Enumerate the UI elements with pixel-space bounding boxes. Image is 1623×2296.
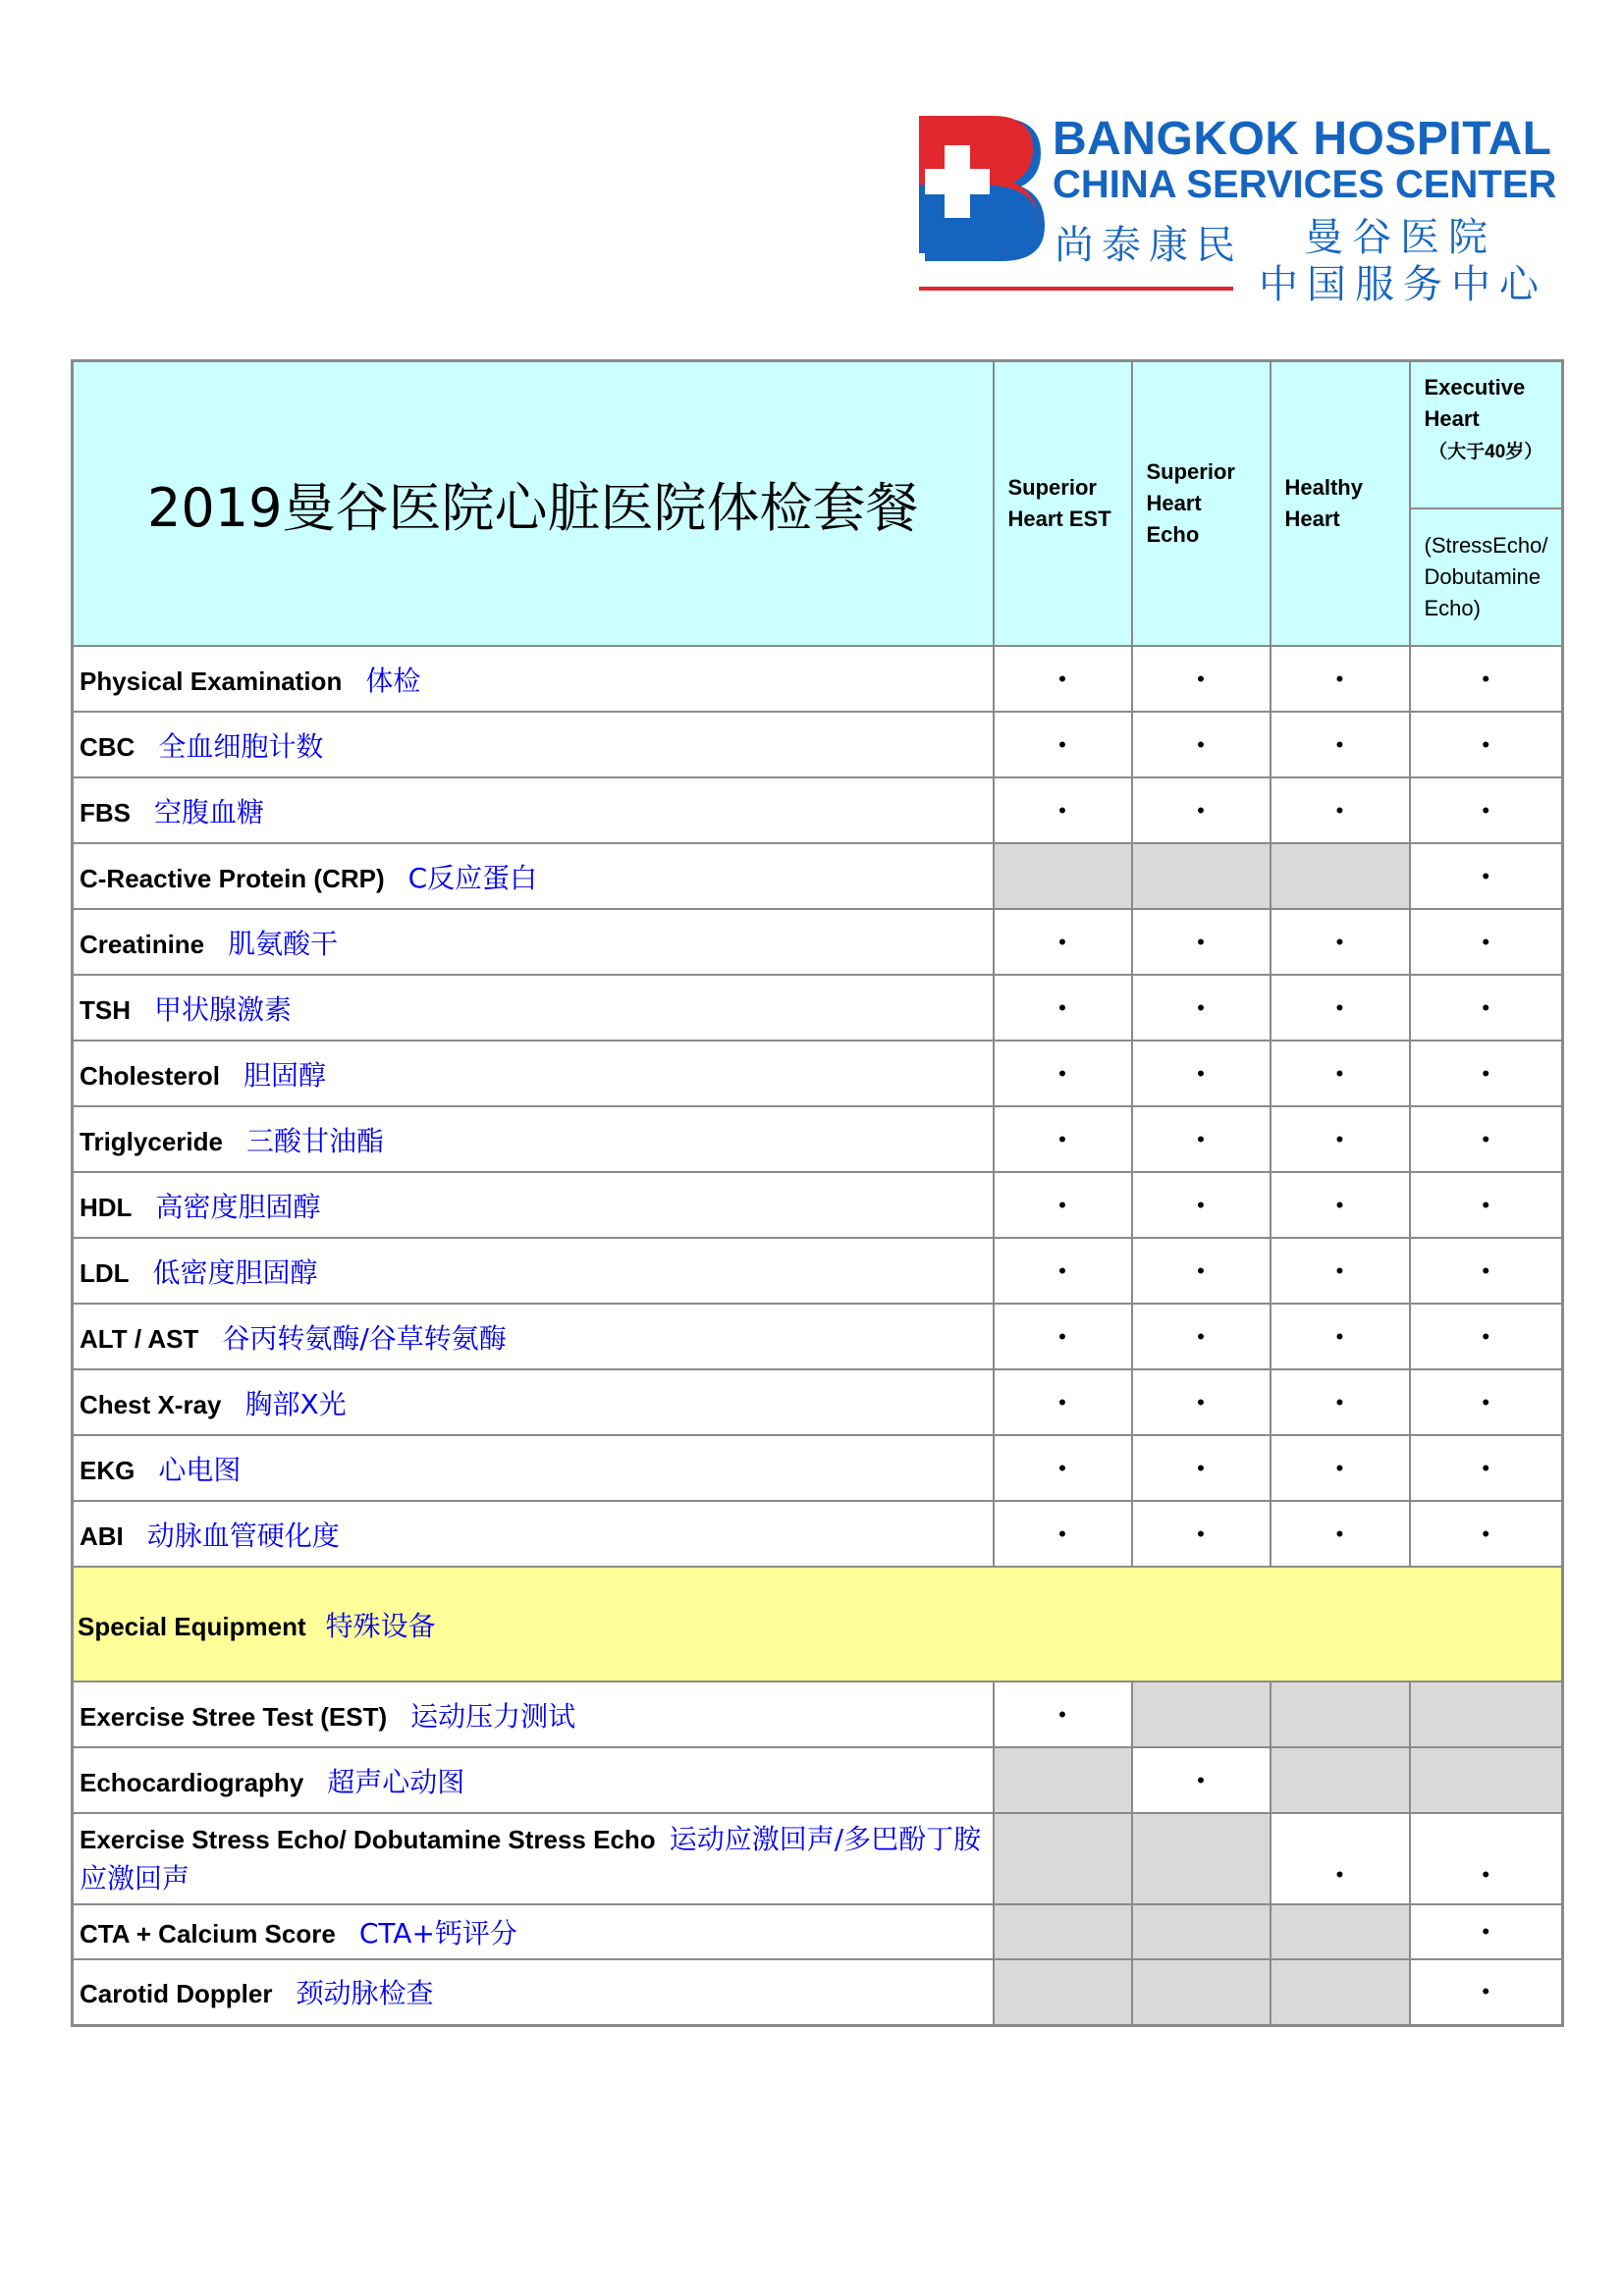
included-dot: •: [1410, 712, 1563, 777]
not-included-cell: [1271, 1904, 1410, 1959]
item-cell: [73, 1435, 994, 1501]
item-name-cn: 胸部X光: [244, 1387, 347, 1420]
table-row: [73, 1813, 1563, 1904]
item-name-en: EKG: [80, 1455, 135, 1485]
column-header-line: Heart: [1146, 491, 1202, 515]
included-dot: •: [994, 646, 1132, 712]
column-header-line: Heart: [1284, 507, 1340, 531]
included-dot: •: [1271, 712, 1410, 777]
included-dot: •: [1271, 1304, 1410, 1369]
table-row: [73, 909, 1563, 975]
hospital-logo: [919, 113, 1557, 307]
section-row: [73, 1567, 1563, 1682]
table-row: [73, 1304, 1563, 1369]
item-cell: [73, 1813, 994, 1904]
item-name-cn: 高密度胆固醇: [155, 1190, 321, 1223]
included-dot: •: [1410, 1304, 1563, 1369]
table-row: [73, 1682, 1563, 1747]
included-dot: •: [994, 777, 1132, 843]
item-name-cn: 胆固醇: [243, 1058, 327, 1092]
not-included-cell: [1132, 843, 1271, 909]
table-row: [73, 1041, 1563, 1106]
header-row: [73, 361, 1563, 509]
item-name-cn: 全血细胞计数: [158, 729, 324, 763]
item-name-en: Echocardiography: [80, 1767, 304, 1797]
column-header-line: Superior: [1146, 459, 1235, 484]
table-row: [73, 843, 1563, 909]
item-name-cn: 三酸甘油酯: [245, 1124, 384, 1157]
item-name-cn: 肌氨酸干: [228, 927, 339, 960]
item-cell: [73, 777, 994, 843]
not-included-cell: [1132, 1904, 1271, 1959]
item-name-en: C-Reactive Protein (CRP): [80, 863, 385, 893]
not-included-cell: [1132, 1959, 1271, 2025]
included-dot: •: [1410, 1435, 1563, 1501]
included-dot: •: [994, 1369, 1132, 1435]
section-title-cn: 特殊设备: [325, 1609, 436, 1642]
included-dot: •: [1410, 1238, 1563, 1304]
not-included-cell: [1271, 1747, 1410, 1813]
logo-name-en-1: BANGKOK HOSPITAL: [1053, 113, 1552, 165]
item-name-en: Triglyceride: [80, 1126, 223, 1156]
item-name-cn: C反应蛋白: [407, 861, 538, 894]
item-name-cn: 超声心动图: [327, 1765, 465, 1798]
item-cell: [73, 1904, 994, 1959]
included-dot: •: [1132, 1747, 1271, 1813]
included-dot: •: [994, 1682, 1132, 1747]
included-dot: •: [994, 712, 1132, 777]
item-name-en: HDL: [80, 1192, 133, 1222]
item-name-cn: 体检: [365, 664, 421, 697]
included-dot: •: [1271, 1435, 1410, 1501]
included-dot: •: [1410, 843, 1563, 909]
included-dot: •: [1271, 646, 1410, 712]
included-dot: •: [1271, 1501, 1410, 1567]
item-name-en: Cholesterol: [80, 1060, 221, 1091]
included-dot: •: [1410, 975, 1563, 1041]
item-name-en: ABI: [80, 1521, 124, 1551]
included-dot: •: [1132, 1041, 1271, 1106]
included-dot: •: [1132, 1501, 1271, 1567]
item-name-cn: 心电图: [158, 1453, 242, 1486]
included-dot: •: [1132, 975, 1271, 1041]
item-name-cn: 低密度胆固醇: [152, 1255, 318, 1289]
item-cell: [73, 843, 994, 909]
included-dot: •: [1271, 1238, 1410, 1304]
logo-name-cn-3: 中国服务中心: [1259, 262, 1547, 307]
table-row: [73, 777, 1563, 843]
included-dot: •: [1132, 1435, 1271, 1501]
column-header-line: Executive: [1424, 375, 1526, 400]
included-dot: •: [1271, 1041, 1410, 1106]
item-name-en: CBC: [80, 731, 135, 762]
included-dot: •: [1132, 1304, 1271, 1369]
not-included-cell: [1271, 1682, 1410, 1747]
included-dot: •: [994, 1041, 1132, 1106]
logo-name-en-2: CHINA SERVICES CENTER: [1053, 163, 1557, 206]
not-included-cell: [1132, 1813, 1271, 1904]
not-included-cell: [1271, 1959, 1410, 2025]
included-dot: •: [1271, 1172, 1410, 1238]
included-dot: •: [1410, 1959, 1563, 2025]
included-dot: •: [1132, 646, 1271, 712]
item-cell: [73, 1959, 994, 2025]
item-cell: [73, 909, 994, 975]
column-header-line: Echo: [1146, 522, 1200, 547]
included-dot: •: [1271, 975, 1410, 1041]
not-included-cell: [1132, 1682, 1271, 1747]
included-dot: •: [994, 1304, 1132, 1369]
item-name-cn: 运动压力测试: [410, 1699, 576, 1733]
not-included-cell: [994, 1813, 1132, 1904]
included-dot: •: [1271, 909, 1410, 975]
logo-name-cn-2: 曼谷医院: [1304, 215, 1496, 260]
item-name-cn: 空腹血糖: [154, 795, 265, 828]
table-row: [73, 1435, 1563, 1501]
item-name-en: LDL: [80, 1257, 130, 1288]
item-cell: [73, 1682, 994, 1747]
included-dot: •: [994, 909, 1132, 975]
item-name-en: Exercise Stree Test (EST): [80, 1701, 388, 1732]
item-name-cn: 谷丙转氨酶/谷草转氨酶: [222, 1321, 507, 1355]
not-included-cell: [994, 1747, 1132, 1813]
included-dot: •: [1410, 1813, 1563, 1904]
item-name-cn: 动脉血管硬化度: [146, 1519, 340, 1552]
included-dot: •: [1132, 1106, 1271, 1172]
section-title-en: Special Equipment: [78, 1611, 306, 1641]
included-dot: •: [1271, 1813, 1410, 1904]
included-dot: •: [994, 1238, 1132, 1304]
included-dot: •: [1410, 1106, 1563, 1172]
included-dot: •: [1271, 1106, 1410, 1172]
included-dot: •: [1271, 1369, 1410, 1435]
package-table: [71, 359, 1564, 2027]
table-row: [73, 646, 1563, 712]
item-name-cn: 运动应激回声/多巴酚丁胺应激回声: [80, 1822, 982, 1895]
item-name-en: ALT / AST: [80, 1323, 199, 1354]
table-row: [73, 1959, 1563, 2025]
table-row: [73, 1238, 1563, 1304]
table-row: [73, 1369, 1563, 1435]
included-dot: •: [1410, 1904, 1563, 1959]
included-dot: •: [1410, 777, 1563, 843]
included-dot: •: [994, 1501, 1132, 1567]
column-header-executive-sub: (StressEcho/ Dobutamine Echo): [1410, 508, 1563, 646]
included-dot: •: [1410, 1501, 1563, 1567]
not-included-cell: [1410, 1747, 1563, 1813]
included-dot: •: [1410, 1369, 1563, 1435]
item-cell: [73, 1747, 994, 1813]
included-dot: •: [994, 1435, 1132, 1501]
not-included-cell: [1410, 1682, 1563, 1747]
item-cell: [73, 1501, 994, 1567]
logo-name-cn-1: 尚泰康民: [1055, 223, 1243, 268]
item-name-cn: CTA+钙评分: [358, 1917, 517, 1949]
item-name-cn: 甲状腺激素: [154, 992, 293, 1026]
item-cell: [73, 1041, 994, 1106]
included-dot: •: [1410, 909, 1563, 975]
included-dot: •: [1271, 777, 1410, 843]
not-included-cell: [994, 1959, 1132, 2025]
item-name-en: Carotid Doppler: [80, 1979, 273, 2009]
item-name-en: Chest X-ray: [80, 1389, 222, 1419]
table-row: [73, 975, 1563, 1041]
column-header-line: Healthy: [1284, 475, 1363, 500]
column-header-superior-heart-est: [994, 361, 1132, 647]
included-dot: •: [994, 1172, 1132, 1238]
item-cell: [73, 1238, 994, 1304]
item-name-en: CTA + Calcium Score: [80, 1919, 336, 1949]
item-name-en: TSH: [80, 994, 131, 1025]
column-header-superior-heart-echo: [1132, 361, 1271, 647]
included-dot: •: [1132, 1369, 1271, 1435]
column-header-executive-heart: [1410, 361, 1563, 509]
item-cell: [73, 1304, 994, 1369]
item-name-en: Creatinine: [80, 929, 205, 959]
hospital-cross-logo-icon: [919, 116, 1045, 263]
table-row: [73, 1172, 1563, 1238]
logo-underline: [919, 287, 1233, 291]
item-cell: [73, 712, 994, 777]
section-header: [73, 1567, 1563, 1682]
column-header-line: Superior: [1007, 475, 1097, 500]
item-cell: [73, 1369, 994, 1435]
item-cell: [73, 1172, 994, 1238]
included-dot: •: [994, 1106, 1132, 1172]
column-header-line: Heart: [1424, 406, 1480, 431]
item-name-cn: 颈动脉检查: [296, 1977, 434, 2010]
included-dot: •: [1132, 777, 1271, 843]
included-dot: •: [1132, 909, 1271, 975]
column-header-healthy-heart: [1271, 361, 1410, 647]
item-name-en: Exercise Stress Echo/ Dobutamine Stress Echo: [80, 1824, 656, 1854]
item-cell: [73, 646, 994, 712]
not-included-cell: [994, 1904, 1132, 1959]
included-dot: •: [1132, 1172, 1271, 1238]
included-dot: •: [1132, 712, 1271, 777]
included-dot: •: [1132, 1238, 1271, 1304]
included-dot: •: [1410, 1172, 1563, 1238]
included-dot: •: [994, 975, 1132, 1041]
table-row: [73, 712, 1563, 777]
item-cell: [73, 975, 994, 1041]
table-row: [73, 1501, 1563, 1567]
included-dot: •: [1410, 1041, 1563, 1106]
not-included-cell: [1271, 843, 1410, 909]
column-header-line: Heart EST: [1007, 507, 1111, 531]
item-cell: [73, 1106, 994, 1172]
included-dot: •: [1410, 646, 1563, 712]
table-title: 2019曼谷医院心脏医院体检套餐: [73, 361, 994, 647]
table-row: [73, 1904, 1563, 1959]
table-row: [73, 1747, 1563, 1813]
not-included-cell: [994, 843, 1132, 909]
item-name-en: Physical Examination: [80, 666, 343, 696]
table-row: [73, 1106, 1563, 1172]
column-header-age: （大于40岁）: [1429, 442, 1543, 462]
item-name-en: FBS: [80, 797, 131, 828]
